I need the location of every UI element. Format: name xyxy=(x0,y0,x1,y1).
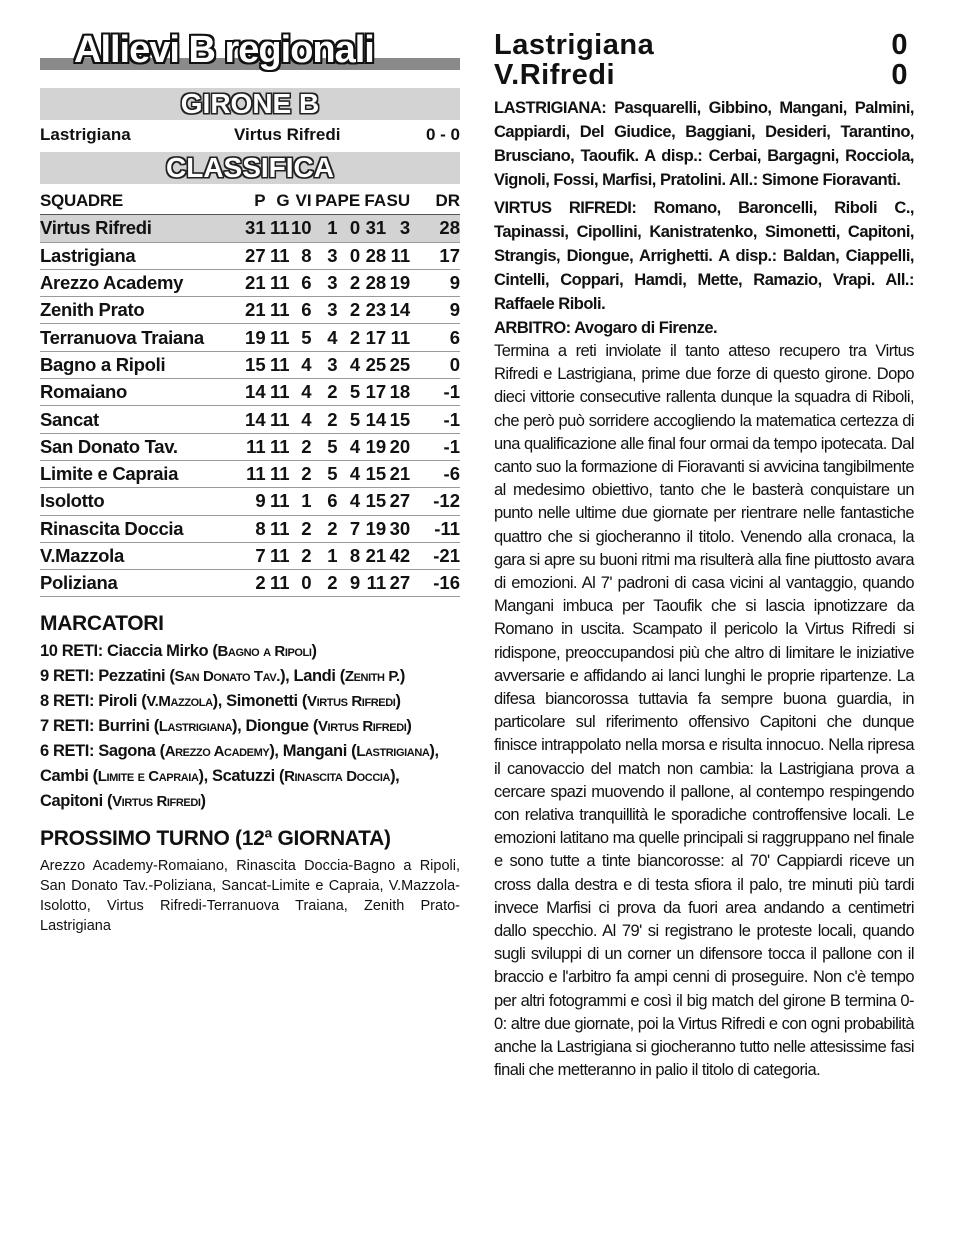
stat-g: 11 xyxy=(266,242,290,269)
group-heading: GIRONE B xyxy=(180,88,320,119)
stat-pa: 6 xyxy=(312,488,338,515)
team-name: V.Mazzola xyxy=(40,542,236,569)
stat-dr: -16 xyxy=(410,570,460,597)
team-name: Sancat xyxy=(40,406,236,433)
standings-row xyxy=(40,406,460,433)
stat-vi: 6 xyxy=(290,269,312,296)
team-name: Isolotto xyxy=(40,488,236,515)
scorer-team: Rinascita Doccia xyxy=(284,768,391,786)
standings-col-pa: PA xyxy=(312,188,338,215)
stat-dr: 28 xyxy=(410,215,460,242)
scorer-text: ), Mangani ( xyxy=(269,742,357,761)
stat-su: 3 xyxy=(386,215,410,242)
scorer-line xyxy=(40,714,460,739)
stat-g: 11 xyxy=(266,324,290,351)
stat-g: 11 xyxy=(266,297,290,324)
scorer-team: Bagno a Ripoli xyxy=(217,643,312,661)
stat-pe: 2 xyxy=(338,324,361,351)
team-name: Romaiano xyxy=(40,379,236,406)
stat-vi: 5 xyxy=(290,324,312,351)
stat-pa: 5 xyxy=(312,460,338,487)
stat-pa: 1 xyxy=(312,542,338,569)
stat-su: 27 xyxy=(386,488,410,515)
match-home-line xyxy=(494,30,914,60)
standings-row xyxy=(40,269,460,296)
standings-col-g: G xyxy=(266,188,290,215)
referee-line: ARBITRO: Avogaro di Firenze. xyxy=(494,319,718,337)
stat-g: 11 xyxy=(266,488,290,515)
stat-su: 15 xyxy=(386,406,410,433)
standings-row xyxy=(40,488,460,515)
stat-pa: 2 xyxy=(312,379,338,406)
stat-pa: 2 xyxy=(312,406,338,433)
stat-p: 11 xyxy=(236,433,266,460)
group-result xyxy=(40,122,460,148)
team-name: Arezzo Academy xyxy=(40,269,236,296)
standings-row xyxy=(40,215,460,242)
scorer-team: Virtus Rifredi xyxy=(306,693,396,711)
stat-g: 11 xyxy=(266,460,290,487)
group-band xyxy=(40,88,460,120)
standings-row xyxy=(40,379,460,406)
scorer-text: ) xyxy=(311,642,317,661)
scorer-text: 6 RETI: Sagona ( xyxy=(40,742,165,761)
stat-fa: 21 xyxy=(360,542,386,569)
right-column xyxy=(494,30,914,1083)
stat-pe: 9 xyxy=(338,570,361,597)
team-name: Limite e Capraia xyxy=(40,460,236,487)
standings-row xyxy=(40,324,460,351)
stat-fa: 23 xyxy=(360,297,386,324)
stat-p: 2 xyxy=(236,570,266,597)
stat-p: 21 xyxy=(236,269,266,296)
standings-col-dr: DR xyxy=(410,188,460,215)
match-report: Termina a reti inviolate il tanto atteso recupero tra Virtus Rifredi e Lastrigiana, prime due forze di questo girone. Dopo dieci vittorie consecutive rallenta dunque la squadra di Riboli, che però può sorridere accogliendo la matematica certezza di una qualificazione alle final four ormai da tempo ipotecata. Dal canto suo la formazione di Fioravanti si avvicina tangibilmente al medesimo obiettivo, tanto che le basterà conquistare un punto nelle ultime due giornate per rientrare nelle fantastiche quattro che si giocheranno il titolo. Venendo alla cronaca, la gara si apre su buoni ritmi ma risulterà alla fine piuttosto avara di emozioni. Al 7' padroni di casa vicini al vantaggio, quando Mangani imbuca per Taoufik che si lascia ipnotizzare da Romano in uscita. Scampato il pericolo la Virtus Rifredi si ridispone, preoccupandosi più che altro di limitare le iniziative avversarie e affidando ai lanci lunghi le proprie ripartenze. La difesa biancorossa tuttavia fa sempre buona guardia, in particolare sul riferimento offensivo Capitoni che dunque finisce intrappolato nella morsa e risulta innocuo. Nella ripresa il canovaccio del match non cambia: la Lastrigiana prova a cercare spazi muovendo il pallone, al contempo respingendo con relativa tranquillità le sporadiche controffensive locali. Le emozioni latitano ma quelle principali si raggruppano nel finale e sono tutte a tinte biancorosse: al 70' Cappiardi riceve un cross dalla destra e di testa sfiora il palo, tre minuti più tardi invece Marfisi ci prova da fuori area andando a centimetri dallo specchio. Al 79' si registrano le proteste locali, quando sugli sviluppi di un corner un difensore tocca il pallone con il braccio e l'arbitro fa ampi cenni di proseguire. Non c'è tempo per altri fotogrammi e così il big match del girone B termina 0-0: altre due giornate, poi la Virtus Rifredi e con ogni probabilità anche la Lastrigiana si giocheranno tutto nelle attesissime fasi finali che metteranno in palio il titolo di categoria. xyxy=(494,342,914,1080)
stat-su: 19 xyxy=(386,269,410,296)
stat-p: 9 xyxy=(236,488,266,515)
scorer-line xyxy=(40,689,460,714)
stat-p: 27 xyxy=(236,242,266,269)
stat-pe: 4 xyxy=(338,460,361,487)
scorers-heading: MARCATORI xyxy=(40,612,164,636)
stat-pe: 8 xyxy=(338,542,361,569)
next-round-fixtures: Arezzo Academy-Romaiano, Rinascita Doccia-Bagno a Ripoli, San Donato Tav.-Poliziana, Sancat-Limite e Capraia, V.Mazzola-Isolotto, Virtus Rifredi-Terranuova Traiana, Zenith Prato-Lastrigiana xyxy=(40,858,460,935)
stat-dr: -21 xyxy=(410,542,460,569)
stat-fa: 28 xyxy=(360,242,386,269)
match-away-team: V.Rifredi xyxy=(494,59,616,91)
stat-vi: 4 xyxy=(290,351,312,378)
stat-su: 21 xyxy=(386,460,410,487)
section-title xyxy=(40,28,460,74)
standings-row xyxy=(40,297,460,324)
match-away-score: 0 xyxy=(891,59,908,91)
scorers-list xyxy=(40,639,460,814)
stat-su: 25 xyxy=(386,351,410,378)
stat-dr: -1 xyxy=(410,406,460,433)
stat-fa: 14 xyxy=(360,406,386,433)
stat-su: 20 xyxy=(386,433,410,460)
standings-col-p: P xyxy=(236,188,266,215)
scorer-team: San Donato Tav. xyxy=(174,668,281,686)
stat-vi: 10 xyxy=(290,215,312,242)
scorer-team: V.Mazzola xyxy=(146,693,213,711)
scorer-text: ) xyxy=(395,692,401,711)
scorer-text: ), Diongue ( xyxy=(232,717,318,736)
stat-dr: 9 xyxy=(410,297,460,324)
stat-vi: 6 xyxy=(290,297,312,324)
stat-g: 11 xyxy=(266,515,290,542)
stat-g: 11 xyxy=(266,269,290,296)
stat-vi: 2 xyxy=(290,433,312,460)
standings-row xyxy=(40,351,460,378)
standings-heading: CLASSIFICA xyxy=(166,152,334,183)
scorer-team: Virtus Rifredi xyxy=(112,793,201,811)
stat-p: 19 xyxy=(236,324,266,351)
stat-su: 27 xyxy=(386,570,410,597)
stat-g: 11 xyxy=(266,542,290,569)
standings-col-pe: PE xyxy=(338,188,361,215)
result-away: Virtus Rifredi xyxy=(234,125,341,144)
next-round-heading: PROSSIMO TURNO (12ª GIORNATA) xyxy=(40,827,391,851)
scorer-text: ) xyxy=(200,792,206,811)
standings-col-su: SU xyxy=(386,188,410,215)
stat-pe: 7 xyxy=(338,515,361,542)
stat-pa: 2 xyxy=(312,515,338,542)
stat-dr: 0 xyxy=(410,351,460,378)
team-name: Lastrigiana xyxy=(40,242,236,269)
stat-pe: 0 xyxy=(338,242,361,269)
stat-vi: 2 xyxy=(290,460,312,487)
stat-dr: 17 xyxy=(410,242,460,269)
scorer-line xyxy=(40,739,460,814)
stat-p: 8 xyxy=(236,515,266,542)
stat-fa: 25 xyxy=(360,351,386,378)
stat-dr: -1 xyxy=(410,433,460,460)
standings-row xyxy=(40,460,460,487)
standings-row xyxy=(40,542,460,569)
stat-pe: 2 xyxy=(338,297,361,324)
stat-g: 11 xyxy=(266,570,290,597)
stat-dr: -6 xyxy=(410,460,460,487)
stat-pe: 5 xyxy=(338,406,361,433)
match-home-score: 0 xyxy=(891,29,908,61)
scorer-text: ), Scatuzzi ( xyxy=(198,767,285,786)
stat-su: 11 xyxy=(386,324,410,351)
stat-p: 14 xyxy=(236,379,266,406)
stat-dr: -11 xyxy=(410,515,460,542)
stat-pe: 4 xyxy=(338,433,361,460)
standings-row xyxy=(40,433,460,460)
scorer-line xyxy=(40,639,460,664)
match-home-team: Lastrigiana xyxy=(494,29,655,61)
stat-dr: -12 xyxy=(410,488,460,515)
scorer-line xyxy=(40,664,460,689)
stat-fa: 15 xyxy=(360,488,386,515)
stat-pa: 3 xyxy=(312,269,338,296)
stat-vi: 4 xyxy=(290,379,312,406)
stat-p: 14 xyxy=(236,406,266,433)
scorer-team: Limite e Capraia xyxy=(97,768,199,786)
match-away-line xyxy=(494,60,914,90)
stat-fa: 17 xyxy=(360,379,386,406)
stat-su: 11 xyxy=(386,242,410,269)
result-score: 0 - 0 xyxy=(425,125,460,144)
stat-fa: 31 xyxy=(360,215,386,242)
team-name: Rinascita Doccia xyxy=(40,515,236,542)
scorer-team: Lastrigiana xyxy=(356,743,430,761)
scorer-team: Lastrigiana xyxy=(158,718,233,736)
scorer-team: Arezzo Academy xyxy=(164,743,270,761)
stat-pa: 4 xyxy=(312,324,338,351)
stat-vi: 8 xyxy=(290,242,312,269)
stat-vi: 4 xyxy=(290,406,312,433)
stat-fa: 11 xyxy=(360,570,386,597)
stat-pe: 4 xyxy=(338,351,361,378)
home-lineup: LASTRIGIANA: Pasquarelli, Gibbino, Mangani, Palmini, Cappiardi, Del Giudice, Baggiani, Desideri, Tarantino, Brusciano, Taoufik. A disp.: Cerbai, Bargagni, Rocciola, Vignoli, Fossi, Marfisi, Pratolini. All.: Simone Fioravanti. xyxy=(494,99,914,189)
stat-su: 30 xyxy=(386,515,410,542)
stat-pa: 2 xyxy=(312,570,338,597)
stat-p: 11 xyxy=(236,460,266,487)
stat-dr: 9 xyxy=(410,269,460,296)
stat-p: 7 xyxy=(236,542,266,569)
stat-g: 11 xyxy=(266,406,290,433)
stat-su: 42 xyxy=(386,542,410,569)
stat-dr: -1 xyxy=(410,379,460,406)
stat-fa: 19 xyxy=(360,515,386,542)
scorer-team: Virtus Rifredi xyxy=(317,718,407,736)
stat-vi: 1 xyxy=(290,488,312,515)
stat-pa: 5 xyxy=(312,433,338,460)
stat-pe: 4 xyxy=(338,488,361,515)
scorer-text: 7 RETI: Burrini ( xyxy=(40,717,159,736)
standings-table xyxy=(40,188,460,597)
stat-vi: 2 xyxy=(290,515,312,542)
stat-fa: 19 xyxy=(360,433,386,460)
team-name: Bagno a Ripoli xyxy=(40,351,236,378)
team-name: Poliziana xyxy=(40,570,236,597)
stat-g: 11 xyxy=(266,433,290,460)
stat-fa: 15 xyxy=(360,460,386,487)
standings-col-vi: VI xyxy=(290,188,312,215)
team-name: Virtus Rifredi xyxy=(40,215,236,242)
stat-g: 11 xyxy=(266,379,290,406)
result-home: Lastrigiana xyxy=(40,125,131,144)
stat-fa: 17 xyxy=(360,324,386,351)
standings-row xyxy=(40,570,460,597)
stat-pa: 3 xyxy=(312,297,338,324)
standings-band xyxy=(40,152,460,184)
stat-vi: 2 xyxy=(290,542,312,569)
stat-su: 18 xyxy=(386,379,410,406)
scorer-text: 8 RETI: Piroli ( xyxy=(40,692,147,711)
left-column xyxy=(40,28,460,936)
scorer-text: ) xyxy=(399,667,405,686)
stat-vi: 0 xyxy=(290,570,312,597)
stat-g: 11 xyxy=(266,215,290,242)
stat-fa: 28 xyxy=(360,269,386,296)
scorer-text: ), Simonetti ( xyxy=(212,692,307,711)
standings-col-fa: FA xyxy=(360,188,386,215)
stat-p: 31 xyxy=(236,215,266,242)
standings-row xyxy=(40,242,460,269)
stat-pa: 1 xyxy=(312,215,338,242)
scorer-text: ), Capitoni ( xyxy=(40,767,400,811)
standings-row xyxy=(40,515,460,542)
team-name: Zenith Prato xyxy=(40,297,236,324)
stat-p: 15 xyxy=(236,351,266,378)
scorer-text: ) xyxy=(406,717,412,736)
scorer-text: ), Landi ( xyxy=(280,667,345,686)
scorer-text: ), Cambi ( xyxy=(40,742,439,786)
stat-p: 21 xyxy=(236,297,266,324)
team-name: San Donato Tav. xyxy=(40,433,236,460)
scorer-text: 10 RETI: Ciaccia Mirko ( xyxy=(40,642,218,661)
team-name: Terranuova Traiana xyxy=(40,324,236,351)
standings-header-row xyxy=(40,188,460,215)
standings-col-squadre: SQUADRE xyxy=(40,188,236,215)
stat-su: 14 xyxy=(386,297,410,324)
scorer-text: 9 RETI: Pezzatini ( xyxy=(40,667,175,686)
stat-pa: 3 xyxy=(312,242,338,269)
stat-pe: 5 xyxy=(338,379,361,406)
stat-pe: 0 xyxy=(338,215,361,242)
stat-pa: 3 xyxy=(312,351,338,378)
stat-dr: 6 xyxy=(410,324,460,351)
scorer-team: Zenith P. xyxy=(344,668,400,686)
away-lineup: VIRTUS RIFREDI: Romano, Baroncelli, Riboli C., Tapinassi, Cipollini, Kanistratenko, Simonetti, Capitoni, Strangis, Diongue, Arrighetti. A disp.: Baldan, Ciappelli, Cintelli, Coppari, Hamdi, Mette, Ramazio, Vrapi. All.: Raffaele Riboli. xyxy=(494,199,914,313)
stat-pe: 2 xyxy=(338,269,361,296)
stat-g: 11 xyxy=(266,351,290,378)
page-title: Allievi B regionali xyxy=(74,29,374,71)
